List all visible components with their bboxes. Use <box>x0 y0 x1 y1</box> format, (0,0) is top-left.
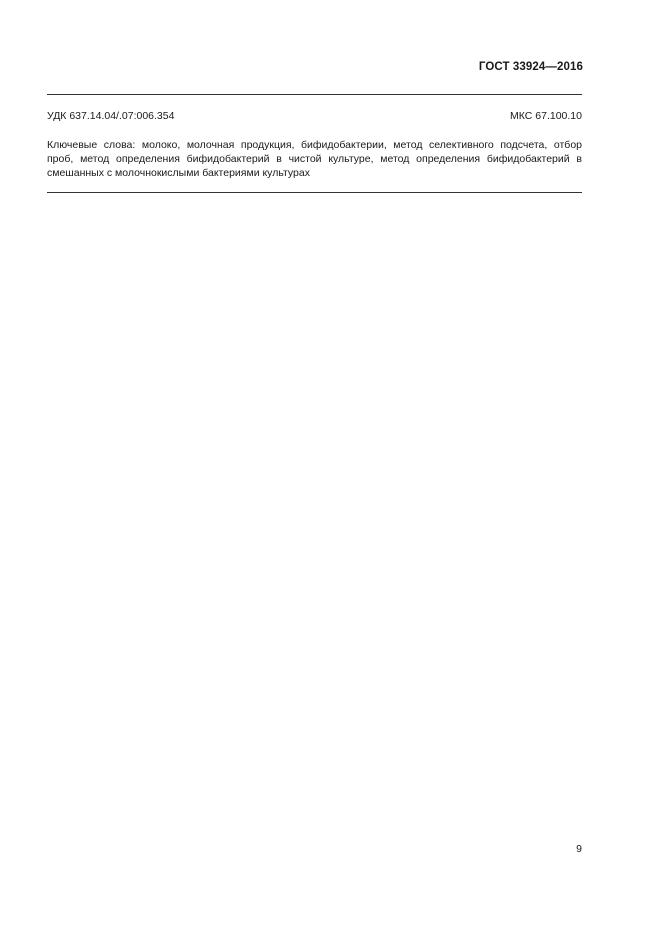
keywords-line: проб, метод определения бифидобактерий в чистой культуре, метод определения бифидобактерий в <box>47 153 582 165</box>
keywords-line: смешанных с молочнокислыми бактериями культурах <box>47 167 310 179</box>
page-number: 9 <box>576 843 582 855</box>
top-divider <box>47 94 582 95</box>
keywords-line: Ключевые слова: молоко, молочная продукция, бифидобактерии, метод селективного подсчета, отбор <box>47 139 582 151</box>
keywords-block <box>47 138 582 180</box>
bottom-divider <box>47 192 582 193</box>
classification-row <box>47 110 582 122</box>
udk-code: УДК 637.14.04/.07:006.354 <box>47 110 175 122</box>
mks-code: МКС 67.100.10 <box>510 110 582 122</box>
standard-code: ГОСТ 33924—2016 <box>478 61 583 73</box>
